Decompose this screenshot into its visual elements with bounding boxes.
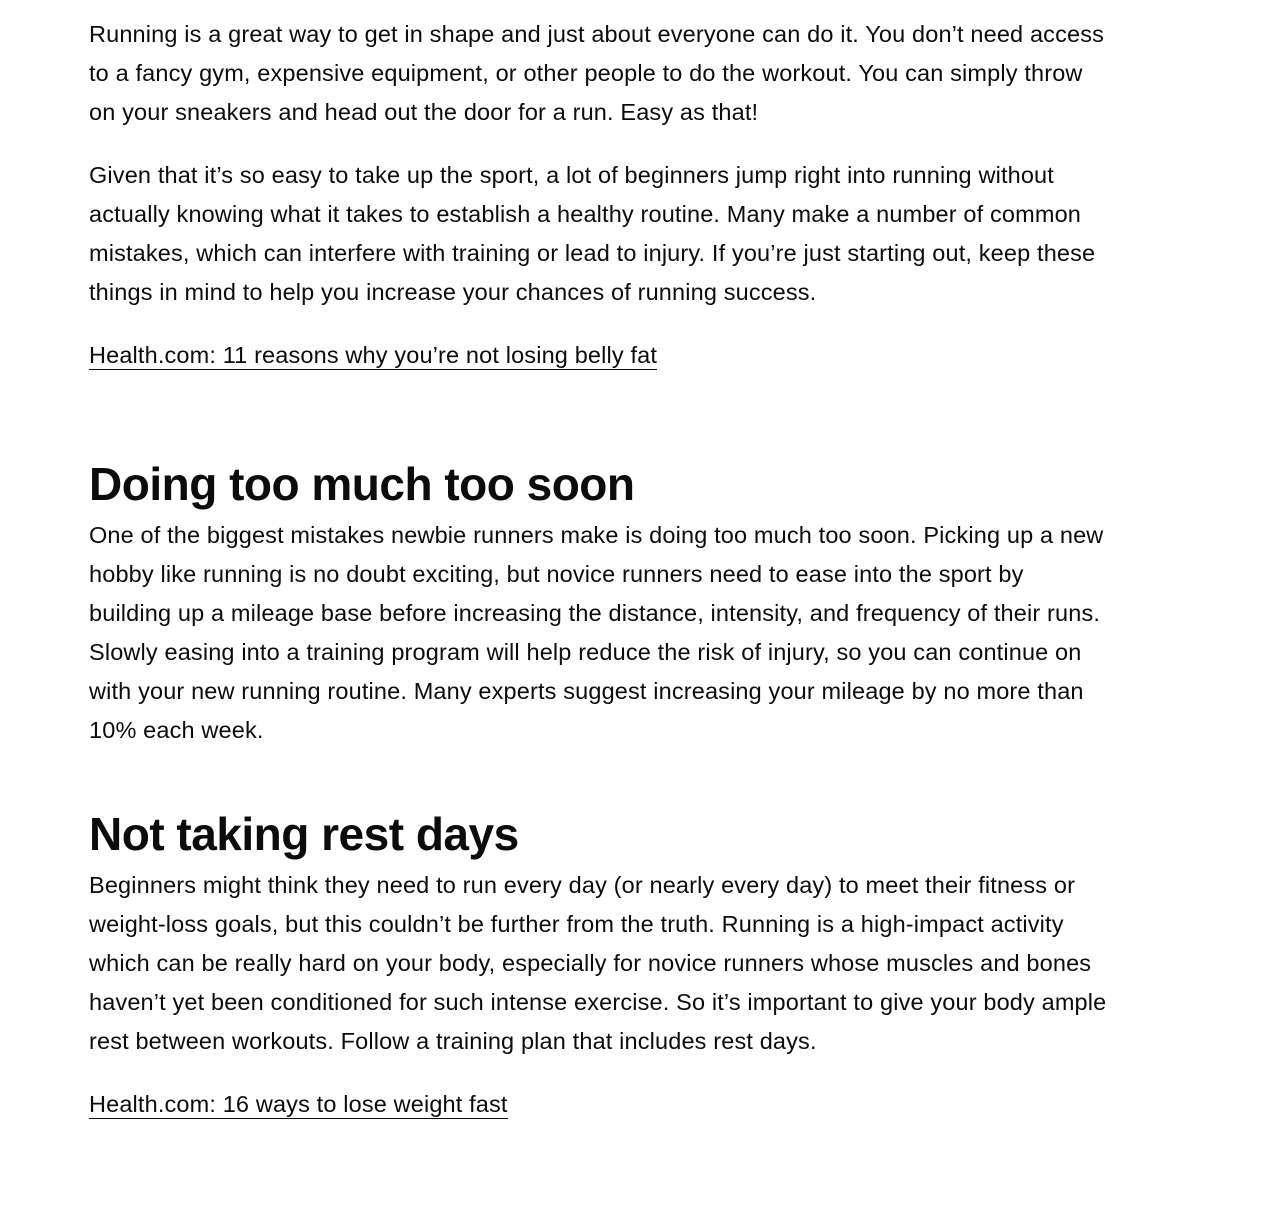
section-heading: Not taking rest days — [89, 808, 519, 860]
section-paragraph: One of the biggest mistakes newbie runners make is doing too much too soon. Picking up a new hobby like running is no doubt exciting, but novice runners need to ease into the sport by building up a mileage base before increasing the distance, intensity, and frequency of their runs. Slowly easing into a training program will help reduce the risk of injury, so you can continue on with your new running routine. Many experts suggest increasing your mileage by no more than 10% each week. — [89, 522, 1104, 743]
section-paragraph: Beginners might think they need to run every day (or nearly every day) to meet their fitness or weight-loss goals, but this couldn’t be further from the truth. Running is a high-impact activity which can be really hard on your body, especially for novice runners whose muscles and bones haven’t yet been conditioned for such intense exercise. So it’s important to give your body ample rest between workouts. Follow a training plan that includes rest days. — [89, 872, 1107, 1054]
intro-paragraph: Running is a great way to get in shape and just about everyone can do it. You don’t need access to a fancy gym, expensive equipment, or other people to do the workout. You can simply throw on your sneakers and head out the door for a run. Easy as that! — [89, 21, 1104, 125]
article-body — [89, 15, 1109, 1124]
related-link-container — [89, 1085, 1109, 1124]
section-spacer — [89, 774, 1109, 807]
related-link-belly-fat[interactable]: Health.com: 11 reasons why you’re not losing belly fat — [89, 342, 658, 368]
related-link-lose-weight[interactable]: Health.com: 16 ways to lose weight fast — [89, 1091, 508, 1117]
section-heading: Doing too much too soon — [89, 458, 635, 510]
related-link-container — [89, 336, 1109, 375]
intro-paragraph: Given that it’s so easy to take up the sport, a lot of beginners jump right into running without actually knowing what it takes to establish a healthy routine. Many make a number of common mistakes, which can interfere with training or lead to injury. If you’re just starting out, keep these things in mind to help you increase your chances of running success. — [89, 162, 1096, 305]
section-spacer — [89, 375, 1109, 457]
